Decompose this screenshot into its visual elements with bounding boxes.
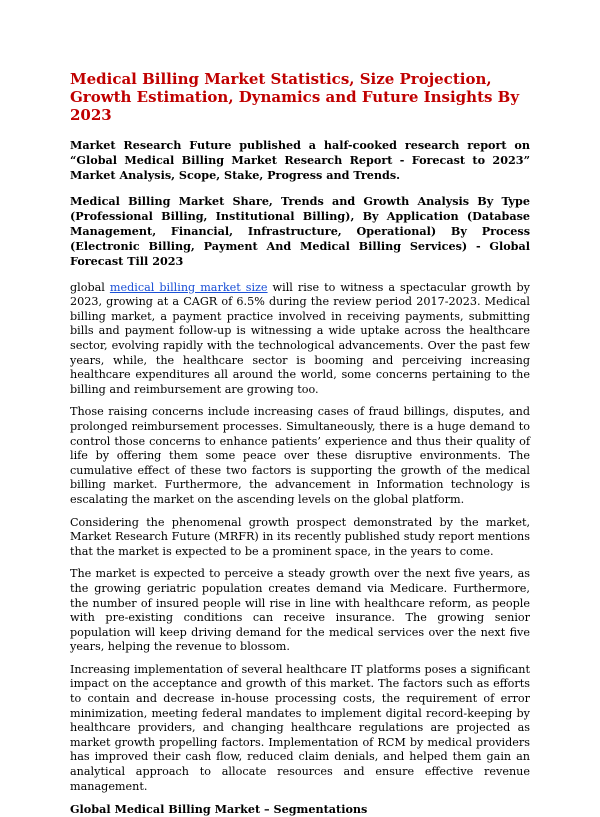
segmentations-heading: Global Medical Billing Market – Segmentations bbox=[70, 802, 368, 817]
report-subtitle: Medical Billing Market Share, Trends and Growth Analysis By Type (Professional Billing, Institutional Billing), By Application (Database Management, Financial, Infrastructure, Operational) By Process (Electronic Billing, Payment And Medical Billing Services) - Global Forecast Till 2023 bbox=[70, 193, 530, 269]
paragraph-3: Considering the phenomenal growth prospect demonstrated by the market, Market Research Future (MRFR) in its recently published study report mentions that the market is expected to be a prominent space, in the years to come. bbox=[70, 515, 530, 558]
paragraph-4: The market is expected to perceive a steady growth over the next five years, as the growing geriatric population creates demand via Medicare. Furthermore, the number of insured people will rise in line with healthcare reform, as people with pre-existing conditions can receive insurance. The growing senior population will keep driving demand for the medical services over the next five years, helping the revenue to blossom. bbox=[70, 567, 530, 654]
paragraph-1 bbox=[70, 281, 530, 398]
paragraph-1-rest: will rise to witness a spectacular growth by 2023, growing at a CAGR of 6.5% during the review period 2017-2023. Medical billing market, a payment practice involved in receiving payments, submitting bills and payment follow-up is witnessing a wide uptake across the healthcare sector, evolving rapidly with the technological advancements. Over the past few years, while, the healthcare sector is booming and perceiving increasing healthcare expenditures all around the world, some concerns pertaining to the billing and reimbursement are growing too. bbox=[70, 280, 530, 396]
document-title: Medical Billing Market Statistics, Size Projection, Growth Estimation, Dynamics and Future Insights By 2023 bbox=[70, 70, 520, 124]
paragraph-1-lead: global bbox=[70, 280, 110, 294]
market-size-link[interactable]: medical billing market size bbox=[109, 280, 268, 294]
paragraph-2: Those raising concerns include increasing cases of fraud billings, disputes, and prolonged reimbursement processes. Simultaneously, there is a huge demand to control those concerns to enhance patients’ experience and thus their quality of life by offering them some peace over these disruptive environments. The cumulative effect of these two factors is supporting the growth of the medical billing market. Furthermore, the advancement in Information technology is escalating the market on the ascending levels on the global platform. bbox=[70, 405, 530, 506]
intro-paragraph: Market Research Future published a half-cooked research report on “Global Medical Billing Market Research Report - Forecast to 2023” Market Analysis, Scope, Stake, Progress and Trends. bbox=[70, 138, 530, 183]
paragraph-5: Increasing implementation of several healthcare IT platforms poses a significant impact on the acceptance and growth of this market. The factors such as efforts to contain and decrease in-house processing costs, the requirement of error minimization, meeting federal mandates to implement digital record-keeping by healthcare providers, and changing healthcare regulations are projected as market growth propelling factors. Implementation of RCM by medical providers has improved their cash flow, reduced claim denials, and helped them gain an analytical approach to allocate resources and ensure effective revenue management. bbox=[70, 662, 530, 793]
